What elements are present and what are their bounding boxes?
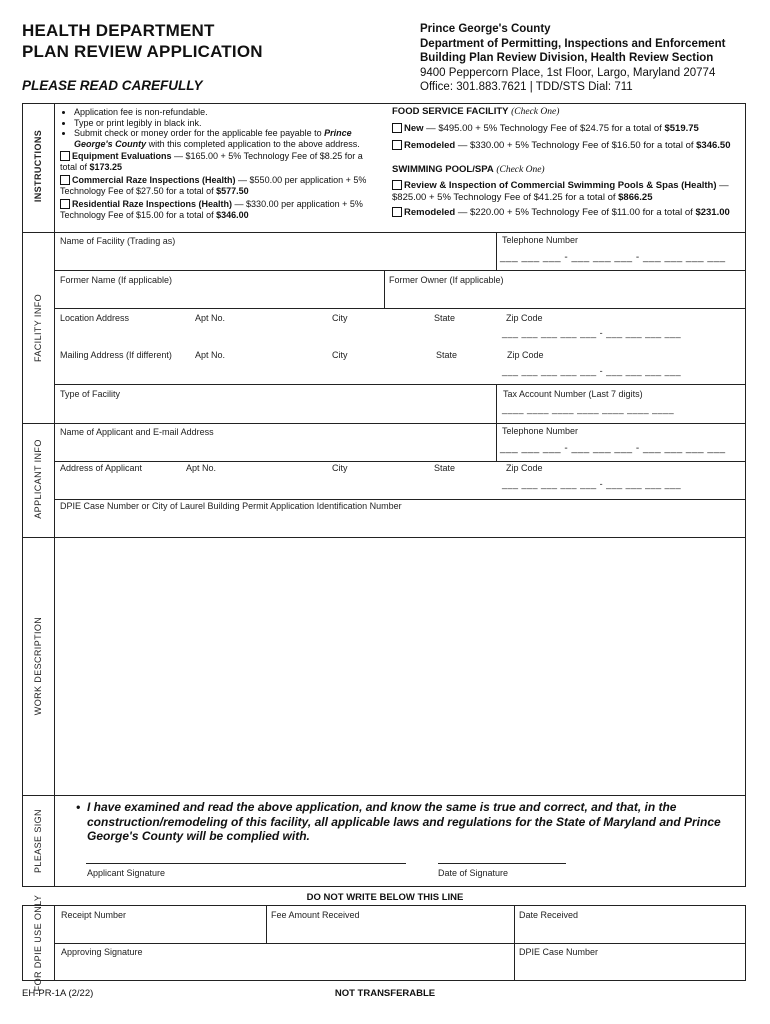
applicant-address-label: Address of Applicant: [60, 463, 143, 473]
tax-account-field[interactable]: ____ ____ ____ ____ ____ ____ ____: [502, 404, 675, 414]
section-line: [22, 795, 746, 796]
swimming-heading: SWIMMING POOL/SPA (Check One): [392, 163, 545, 175]
title-line1: HEALTH DEPARTMENT: [22, 21, 215, 40]
dpie-use-only-label: FOR DPIE USE ONLY: [33, 894, 43, 992]
facility-type-label: Type of Facility: [60, 389, 121, 399]
applicant-state-label: State: [434, 463, 456, 473]
applicant-info-label: APPLICANT INFO: [33, 439, 43, 519]
section-line: [22, 423, 746, 424]
former-owner-label: Former Owner (If applicable): [389, 275, 504, 285]
commercial-raze-option: Commercial Raze Inspections (Health) — $550.00 per application + 5% Technology Fee of $27.50 for a total of $577.50: [60, 175, 367, 196]
applicant-signature-label: Applicant Signature: [87, 868, 166, 878]
row-line: [54, 461, 746, 462]
date-signature-line: [438, 863, 566, 864]
applicant-city-label: City: [332, 463, 348, 473]
residential-raze-checkbox[interactable]: [60, 199, 70, 209]
tax-account-label: Tax Account Number (Last 7 digits): [503, 389, 643, 399]
col-line: [496, 384, 497, 423]
mailing-zip-label: Zip Code: [507, 350, 544, 360]
facility-phone-label: Telephone Number: [502, 235, 579, 245]
work-description-field[interactable]: [56, 540, 744, 793]
location-address-label: Location Address: [60, 313, 130, 323]
food-service-heading: FOOD SERVICE FACILITY (Check One): [392, 106, 560, 117]
location-city-label: City: [332, 313, 348, 323]
equipment-option: Equipment Evaluations — $165.00 + 5% Technology Fee of $8.25 for a total of $173.25: [60, 151, 363, 172]
mailing-city-label: City: [332, 350, 348, 360]
former-owner-field[interactable]: [388, 286, 742, 306]
applicant-apt-label: Apt No.: [186, 463, 217, 473]
food-remodeled-option: Remodeled — $330.00 + 5% Technology Fee of $16.50 for a total of $346.50: [392, 140, 746, 152]
org-line5: Office: 301.883.7621 | TDD/STS Dial: 711: [420, 81, 633, 93]
commercial-raze-checkbox[interactable]: [60, 175, 70, 185]
location-zip-field[interactable]: ___ ___ ___ ___ ___ - ___ ___ ___ ___: [502, 328, 682, 338]
facility-name-field[interactable]: [56, 246, 492, 268]
pool-remodeled-option: Remodeled — $220.00 + 5% Technology Fee of $11.00 for a total of $231.00: [392, 207, 746, 219]
title-line2: PLAN REVIEW APPLICATION: [22, 42, 263, 61]
row-line: [54, 384, 746, 385]
food-remodeled-checkbox[interactable]: [392, 140, 402, 150]
read-carefully: PLEASE READ CAREFULLY: [22, 78, 203, 93]
col-line: [266, 905, 267, 943]
location-address-field[interactable]: [56, 324, 496, 344]
applicant-zip-label: Zip Code: [506, 463, 543, 473]
applicant-phone-label: Telephone Number: [502, 426, 579, 436]
row-line: [54, 308, 746, 309]
instructions-label: INSTRUCTIONS: [33, 129, 43, 203]
row-line: [54, 499, 746, 500]
applicant-address-field[interactable]: [56, 475, 496, 497]
applicant-name-label: Name of Applicant and E-mail Address: [60, 427, 214, 437]
instruction-bullet: • Application fee is non-refundable.: [74, 107, 382, 118]
location-apt-label: Apt No.: [195, 313, 226, 323]
instruction-bullet: • Submit check or money order for the applicable fee payable to Prince George's County with this completed application to the above address.: [74, 128, 382, 149]
col-line: [384, 270, 385, 308]
mailing-apt-label: Apt No.: [195, 350, 226, 360]
mailing-address-label: Mailing Address (If different): [60, 350, 172, 360]
applicant-phone-field[interactable]: ___ ___ ___ - ___ ___ ___ - ___ ___ ___ ___: [500, 443, 726, 454]
pool-remodeled-checkbox[interactable]: [392, 207, 402, 217]
date-received-label: Date Received: [519, 910, 579, 920]
instructions-list: [60, 107, 382, 220]
fee-amount-label: Fee Amount Received: [271, 910, 360, 920]
fee-options: [392, 106, 746, 219]
org-line2: Department of Permitting, Inspections and Enforcement: [420, 37, 726, 50]
section-line: [22, 537, 746, 538]
pool-review-option: Review & Inspection of Commercial Swimming Pools & Spas (Health) — $825.00 + 5% Technology Fee of $41.25 for a total of $866.25: [392, 180, 729, 203]
row-line: [54, 943, 746, 944]
row-line: [54, 270, 746, 271]
dpie-case-field[interactable]: [56, 512, 744, 535]
org-line4: 9400 Peppercorn Place, 1st Floor, Largo, Maryland 20774: [420, 66, 716, 79]
approving-signature-label: Approving Signature: [61, 947, 143, 957]
former-name-field[interactable]: [56, 286, 380, 306]
mailing-address-field[interactable]: [56, 362, 496, 382]
applicant-signature-line: [86, 863, 406, 864]
applicant-name-field[interactable]: [56, 438, 492, 459]
location-state-label: State: [434, 313, 456, 323]
col-line: [496, 423, 497, 461]
form-title: [22, 20, 263, 62]
location-zip-label: Zip Code: [506, 313, 543, 323]
instruction-bullet: • Type or print legibly in black ink.: [74, 118, 382, 129]
please-sign-label: PLEASE SIGN: [33, 809, 43, 873]
col-line: [514, 905, 515, 981]
equipment-checkbox[interactable]: [60, 151, 70, 161]
work-description-label: WORK DESCRIPTION: [33, 616, 43, 716]
receipt-number-label: Receipt Number: [61, 910, 127, 920]
mailing-state-label: State: [436, 350, 458, 360]
section-divider: [54, 103, 55, 887]
dpie-case-number-label: DPIE Case Number: [519, 947, 599, 957]
facility-type-field[interactable]: [56, 400, 492, 421]
date-signature-field[interactable]: [438, 846, 566, 863]
facility-phone-field[interactable]: ___ ___ ___ - ___ ___ ___ - ___ ___ ___ ___: [500, 252, 726, 263]
applicant-signature-field[interactable]: [86, 846, 406, 863]
facility-info-label: FACILITY INFO: [33, 293, 43, 363]
dpie-case-label: DPIE Case Number or City of Laurel Building Permit Application Identification Number: [60, 501, 402, 511]
org-line1: Prince George's County: [420, 23, 551, 35]
residential-raze-option: Residential Raze Inspections (Health) — $330.00 per application + 5% Technology Fee of $15.00 for a total of $346.00: [60, 199, 363, 220]
food-new-checkbox[interactable]: [392, 123, 402, 133]
org-line3: Building Plan Review Division, Health Review Section: [420, 52, 714, 64]
do-not-write-notice: DO NOT WRITE BELOW THIS LINE: [306, 892, 464, 903]
facility-name-label: Name of Facility (Trading as): [60, 236, 176, 246]
pool-review-checkbox[interactable]: [392, 180, 402, 190]
mailing-zip-field[interactable]: ___ ___ ___ ___ ___ - ___ ___ ___ ___: [502, 366, 682, 376]
former-name-label: Former Name (If applicable): [60, 275, 173, 285]
date-signature-label: Date of Signature: [438, 868, 509, 878]
form-id: EH-PR-1A (2/22): [22, 988, 94, 999]
org-address-block: [420, 22, 725, 95]
declaration-text: • I have examined and read the above application, and know the same is true and correct, and that, in the construction/remodeling of this facility, all applicable laws and regulations for the State of Maryland and Prince George's County will be complied with.: [76, 800, 721, 843]
col-line: [496, 232, 497, 270]
food-new-option: New — $495.00 + 5% Technology Fee of $24.75 for a total of $519.75: [392, 123, 746, 135]
applicant-zip-field[interactable]: ___ ___ ___ ___ ___ - ___ ___ ___ ___: [502, 479, 682, 489]
section-line: [22, 232, 746, 233]
not-transferable: NOT TRANSFERABLE: [334, 988, 436, 999]
